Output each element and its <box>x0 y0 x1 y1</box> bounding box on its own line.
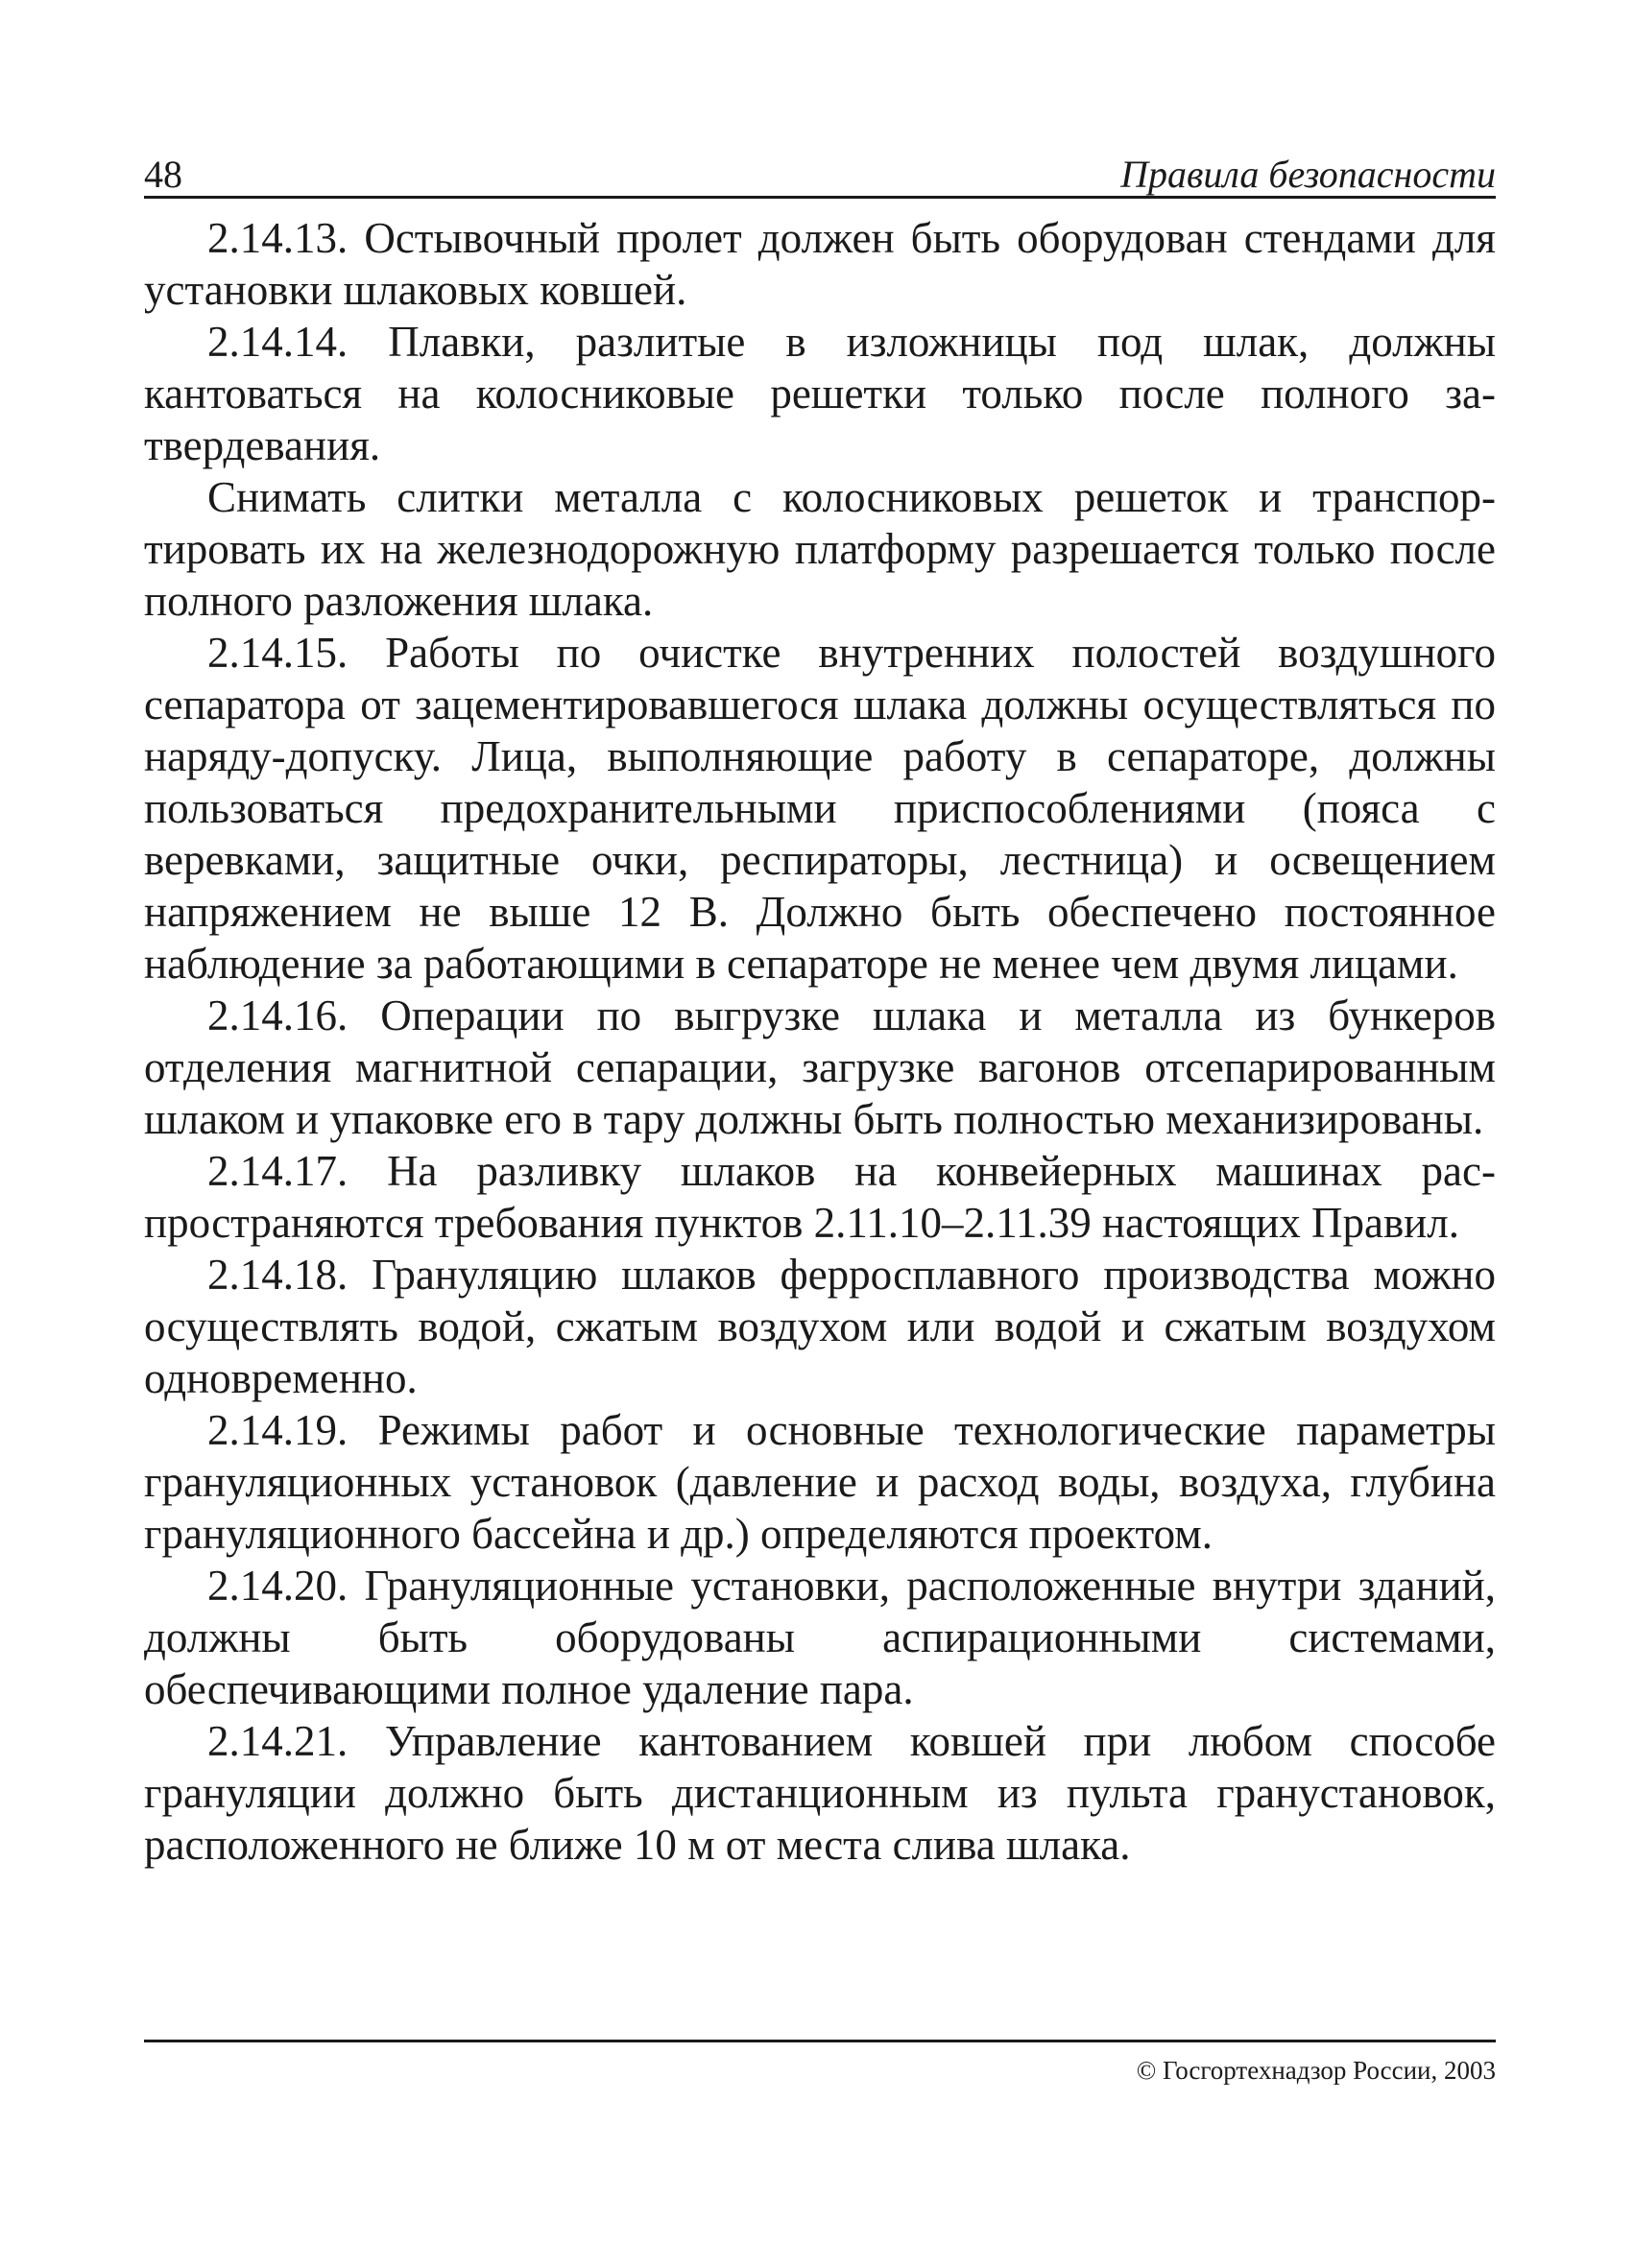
copyright-notice: © Госгортехнадзор России, 2003 <box>1136 2056 1496 2085</box>
paragraph-2-14-20: 2.14.20. Грануляционные установки, расположенные внутри зданий, должны быть оборудованы аспирационными системами, обеспечивающими полное удаление пара. <box>144 1562 1496 1713</box>
paragraph-2-14-14-continued: Снимать слитки металла с колосниковых решеток и транспортировать их на железнодорожную платформу разрешается только после полного разложения шлака. <box>144 473 1496 625</box>
paragraph-2-14-15: 2.14.15. Работы по очистке внутренних полостей воздушного сепаратора от зацементировавшегося шлака должны осуществляться по наряду-допуску. Лица, выполняющие работу в сепараторе, должны пользоваться предохранительными приспособлениями (пояса с веревками, защитные очки, респираторы, лестница) и освещением напряжением не выше 12 В. Должно быть обеспечено постоянное наблюдение за работающими в сепараторе не менее чем двумя лицами. <box>144 629 1496 988</box>
paragraph-2-14-21: 2.14.21. Управление кантованием ковшей при любом способе грануляции должно быть дистанционным из пульта гранустановок, расположенного не ближе 10 м от места слива шлака. <box>144 1717 1496 1869</box>
document-page <box>144 134 1496 2160</box>
footer-divider <box>144 2040 1496 2042</box>
paragraph-2-14-13: 2.14.13. Остывочный пролет должен быть оборудован стендами для установки шлаковых ковшей. <box>144 214 1496 314</box>
header-title: Правила безопасности <box>1120 153 1496 196</box>
paragraph-2-14-17: 2.14.17. На разливку шлаков на конвейерных машинах распространяются требования пунктов 2.11.10–2.11.39 настоящих Правил. <box>144 1147 1496 1247</box>
running-header <box>144 134 1496 199</box>
paragraph-2-14-18: 2.14.18. Грануляцию шлаков ферросплавного производства можно осуществлять водой, сжатым воздухом или водой и сжатым воздухом одновременно. <box>144 1251 1496 1402</box>
page-number: 48 <box>144 153 182 196</box>
body-text <box>144 212 1496 1871</box>
paragraph-2-14-19: 2.14.19. Режимы работ и основные технологические параметры грануляционных установок (давление и расход воды, воздуха, глубина грануляционного бассейна и др.) определяются проектом. <box>144 1406 1496 1558</box>
page-footer <box>144 2040 1496 2084</box>
paragraph-2-14-16: 2.14.16. Операции по выгрузке шлака и металла из бункеров отделения магнитной сепарации, загрузке вагонов отсепарированным шлаком и упаковке его в тару должны быть полностью механизированы. <box>144 991 1496 1143</box>
paragraph-2-14-14: 2.14.14. Плавки, разлитые в изложницы под шлак, должны кантоваться на колосниковые решетки только после полного затвердевания. <box>144 318 1496 469</box>
